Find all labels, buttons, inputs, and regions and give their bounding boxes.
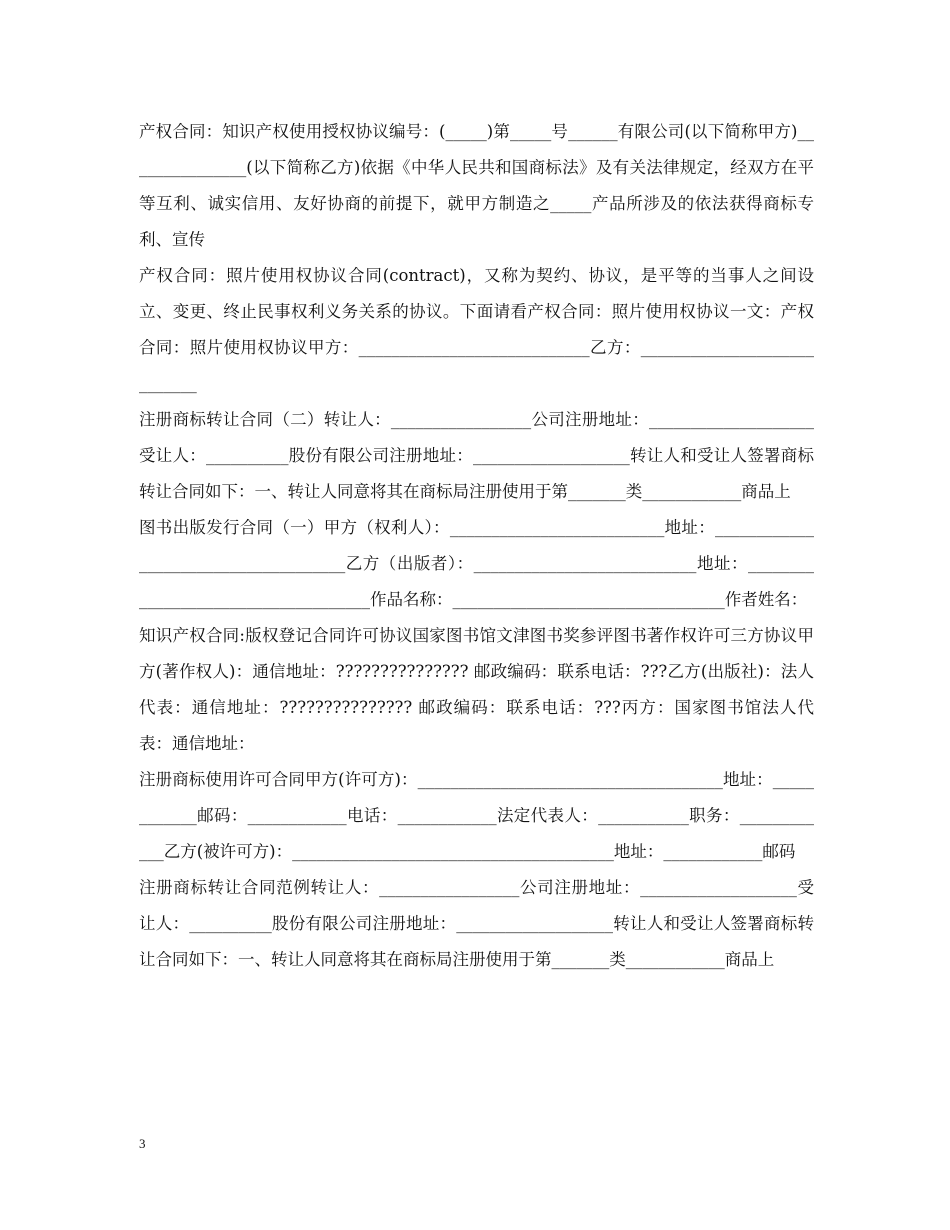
document-body <box>139 114 814 978</box>
paragraph-book-publishing-contract: 图书出版发行合同（一）甲方（权利人）：__________________________地址：_____________________________________乙方（出版者）：___________________________地址：____________________________________作品名称：_________________________________作者姓名： <box>139 518 814 609</box>
paragraph-trademark-transfer-2: 注册商标转让合同（二）转让人：_________________公司注册地址：____________________受让人：__________股份有限公司注册地址：___________________转让人和受让人签署商标转让合同如下：一、转让人同意将其在商标局注册使用于第_______类____________商品上 <box>139 410 814 501</box>
paragraph-trademark-transfer-sample: 注册商标转让合同范例转让人：_________________公司注册地址：___________________受让人：__________股份有限公司注册地址：___________________转让人和受让人签署商标转让合同如下：一、转让人同意将其在商标局注册使用于第_______类____________商品上 <box>139 878 814 969</box>
paragraph-ip-license-contract: 产权合同：知识产权使用授权协议编号：(_____)第_____号______有限公司(以下简称甲方)_______________(以下简称乙方)依据《中华人民共和国商标法》及有关法律规定，经双方在平等互利、诚实信用、友好协商的前提下，就甲方制造之_____产品所涉及的依法获得商标专利、宣传 <box>139 122 814 249</box>
page-number: 3 <box>139 1136 146 1151</box>
paragraph-photo-rights-contract: 产权合同：照片使用权协议合同(contract)，又称为契约、协议，是平等的当事人之间设立、变更、终止民事权利义务关系的协议。下面请看产权合同：照片使用权协议一文：产权合同：照片使用权协议甲方：____________________________乙方：____________________________ <box>139 266 814 393</box>
paragraph-copyright-license-agreement: 知识产权合同:版权登记合同许可协议国家图书馆文津图书奖参评图书著作权许可三方协议甲方(著作权人)：通信地址：??????????????? 邮政编码：联系电话：???乙方(出版社)：法人代表：通信地址：??????????????? 邮政编码：联系电话：???丙方：国家图书馆法人代表：通信地址： <box>139 626 814 753</box>
paragraph-trademark-license-contract: 注册商标使用许可合同甲方(许可方)：_____________________________________地址：____________邮码：____________电话：____________法定代表人：___________职务：____________乙方(被许可方)：_______________________________________地址：____________邮码 <box>139 770 814 861</box>
